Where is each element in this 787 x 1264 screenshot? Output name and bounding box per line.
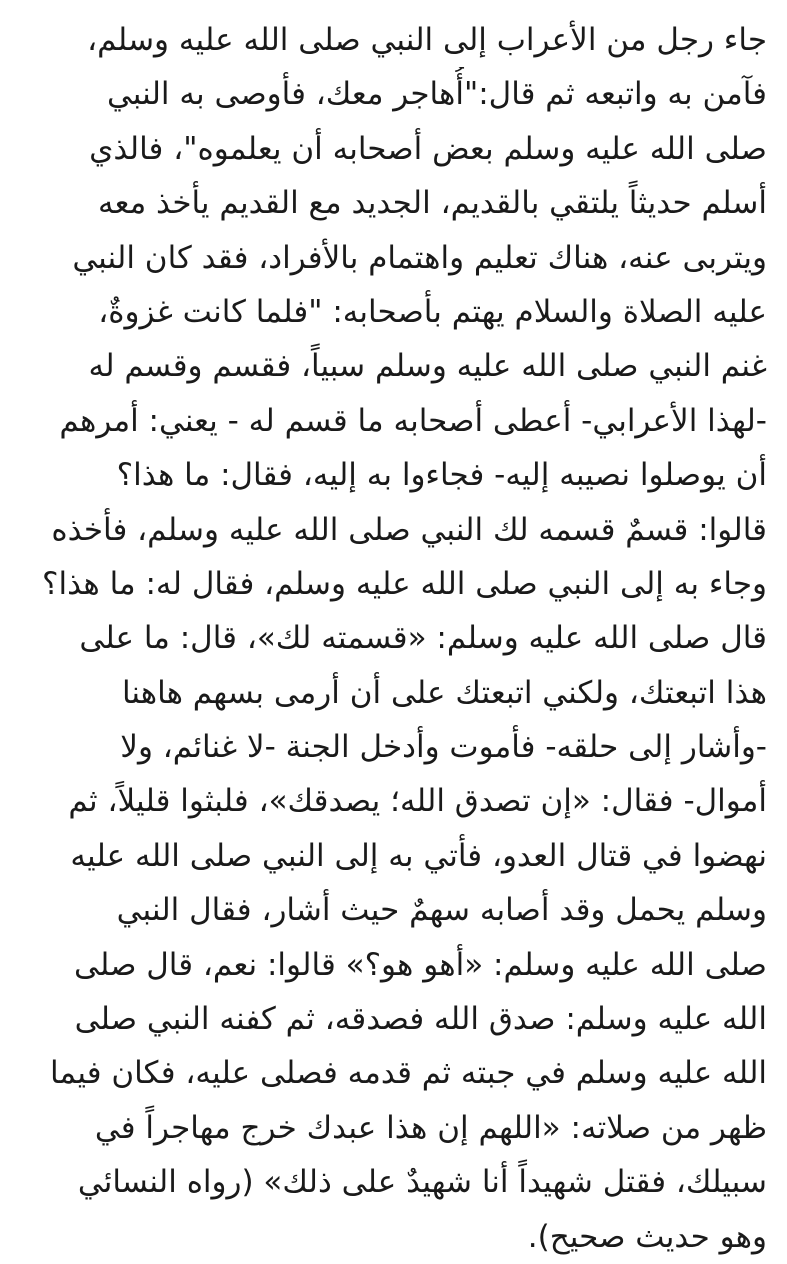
text-line-7: غنم النبي صلى الله عليه وسلم سبياً، فقسم وقسم له <box>88 348 767 385</box>
text-line-16: نهضوا في قتال العدو، فأتي به إلى النبي صلى الله عليه <box>70 837 767 874</box>
text-line-15: أموال- فقال: «إن تصدق الله؛ يصدقك»، فلبثوا قليلاً، ثم <box>68 783 767 820</box>
text-line-2: فآمن به واتبعه ثم قال:"أُهاجر معك، فأوصى به النبي <box>106 76 767 113</box>
text-line-4: أسلم حديثاً يلتقي بالقديم، الجديد مع القديم يأخذ معه <box>98 185 767 222</box>
text-line-1: جاء رجل من الأعراب إلى النبي صلى الله عليه وسلم، <box>87 22 767 58</box>
text-line-22: سبيلك، فقتل شهيداً أنا شهيدٌ على ذلك» (رواه النسائي <box>77 1164 767 1201</box>
text-line-3: صلى الله عليه وسلم بعض أصحابه أن يعلموه"، فالذي <box>89 130 767 167</box>
text-line-19: الله عليه وسلم: صدق الله فصدقه، ثم كفنه النبي صلى <box>74 1001 767 1038</box>
text-line-10: قالوا: قسمٌ قسمه لك النبي صلى الله عليه وسلم، فأخذه <box>51 511 767 548</box>
text-line-21: ظهر من صلاته: «اللهم إن هذا عبدك خرج مهاجراً في <box>94 1109 767 1146</box>
arabic-text-block <box>20 13 767 1264</box>
text-line-23: وهو حديث صحيح). <box>527 1218 767 1255</box>
text-line-5: ويتربى عنه، هناك تعليم واهتمام بالأفراد، فقد كان النبي <box>72 239 767 276</box>
text-line-17: وسلم يحمل وقد أصابه سهمٌ حيث أشار، فقال النبي <box>116 892 767 929</box>
text-line-6: عليه الصلاة والسلام يهتم بأصحابه: "فلما كانت غزوةٌ، <box>98 293 767 330</box>
text-line-9: أن يوصلوا نصيبه إليه- فجاءوا به إليه، فقال: ما هذا؟ <box>116 457 767 494</box>
text-line-20: الله عليه وسلم في جبته ثم قدمه فصلى عليه، فكان فيما <box>49 1055 767 1092</box>
text-line-8: -لهذا الأعرابي- أعطى أصحابه ما قسم له - يعني: أمرهم <box>59 402 767 439</box>
text-line-11: وجاء به إلى النبي صلى الله عليه وسلم، فقال له: ما هذا؟ <box>42 565 767 602</box>
text-line-14: -وأشار إلى حلقه- فأموت وأدخل الجنة -لا غنائم، ولا <box>120 729 767 766</box>
text-line-13: هذا اتبعتك، ولكني اتبعتك على أن أرمى بسهم هاهنا <box>121 674 767 711</box>
text-line-12: قال صلى الله عليه وسلم: «قسمته لك»، قال: ما على <box>79 620 767 657</box>
text-line-18: صلى الله عليه وسلم: «أهو هو؟» قالوا: نعم، قال صلى <box>73 946 767 983</box>
